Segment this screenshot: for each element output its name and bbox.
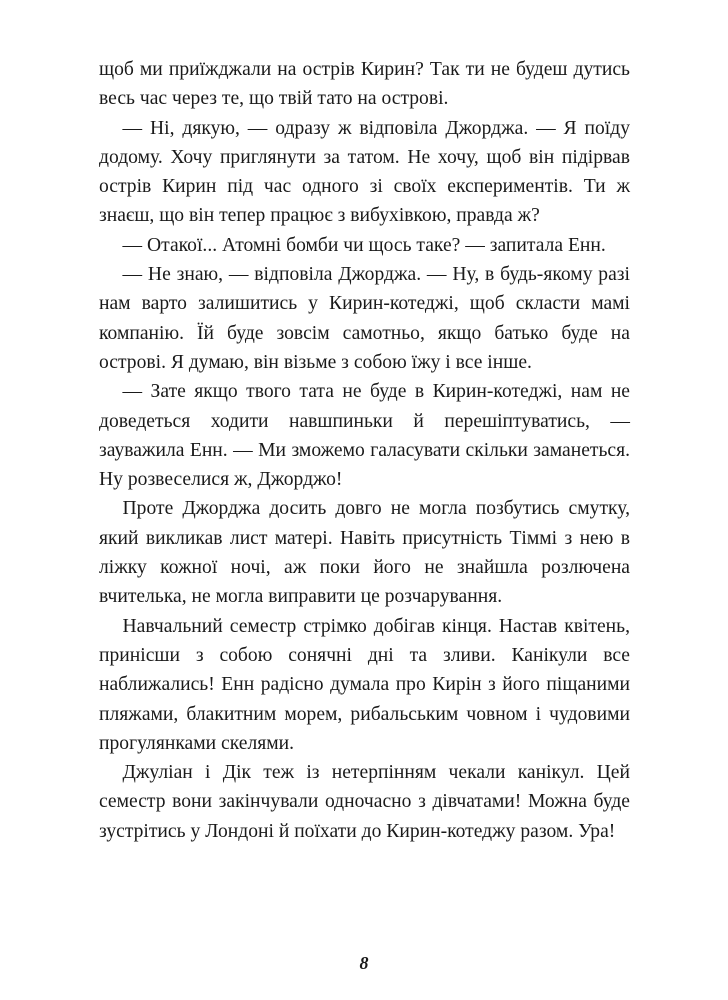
paragraph-1: щоб ми приїжджали на острів Кирин? Так ти не будеш дутись весь час через те, що твій тато на острові. xyxy=(99,59,630,110)
paragraph-3: — Отакої... Атомні бомби чи щось таке? — запитала Енн. xyxy=(122,234,606,256)
page-number: 8 xyxy=(359,953,369,973)
paragraph-7: Навчальний семестр стрімко добігав кінця. Настав квітень, принісши з собою сонячні дні та зливи. Канікули все наближались! Енн радісно думала про Кирін з його піщаними пляжами, блакитним морем, рибальським човном і чудовими прогулянками скелями. xyxy=(99,615,630,754)
page-body xyxy=(99,55,630,846)
paragraph-5: — Зате якщо твого тата не буде в Кирин-котеджі, нам не доведеться ходити навшпиньки й перешіптуватись, — зауважила Енн. — Ми зможемо галасувати скільки заманеться. Ну розвеселися ж, Джорджо! xyxy=(99,381,630,491)
paragraph-8: Джуліан і Дік теж із нетерпінням чекали канікул. Цей семестр вони закінчували одночасно з дівчатами! Можна буде зустрітись у Лондоні й поїхати до Кирин-котеджу разом. Ура! xyxy=(99,762,630,842)
paragraph-4: — Не знаю, — відповіла Джорджа. — Ну, в будь-якому разі нам варто залишитись у Кирин-котеджі, щоб скласти мамі компанію. Їй буде зовсім самотньо, якщо батько буде на острові. Я думаю, він візьме з собою їжу і все інше. xyxy=(99,264,630,373)
paragraph-2: — Ні, дякую, — одразу ж відповіла Джорджа. — Я поїду додому. Хочу приглянути за татом. Не хочу, щоб він підірвав острів Кирин під час одного зі своїх експериментів. Ти ж знаєш, що він тепер працює з вибухівкою, правда ж? xyxy=(99,117,630,227)
paragraph-6: Проте Джорджа досить довго не могла позбутись смутку, який викликав лист матері. Навіть присутність Тіммі з нею в ліжку кожної ночі, аж поки його не знайшла розлючена вчителька, не могла виправити це розчарування. xyxy=(99,498,630,608)
